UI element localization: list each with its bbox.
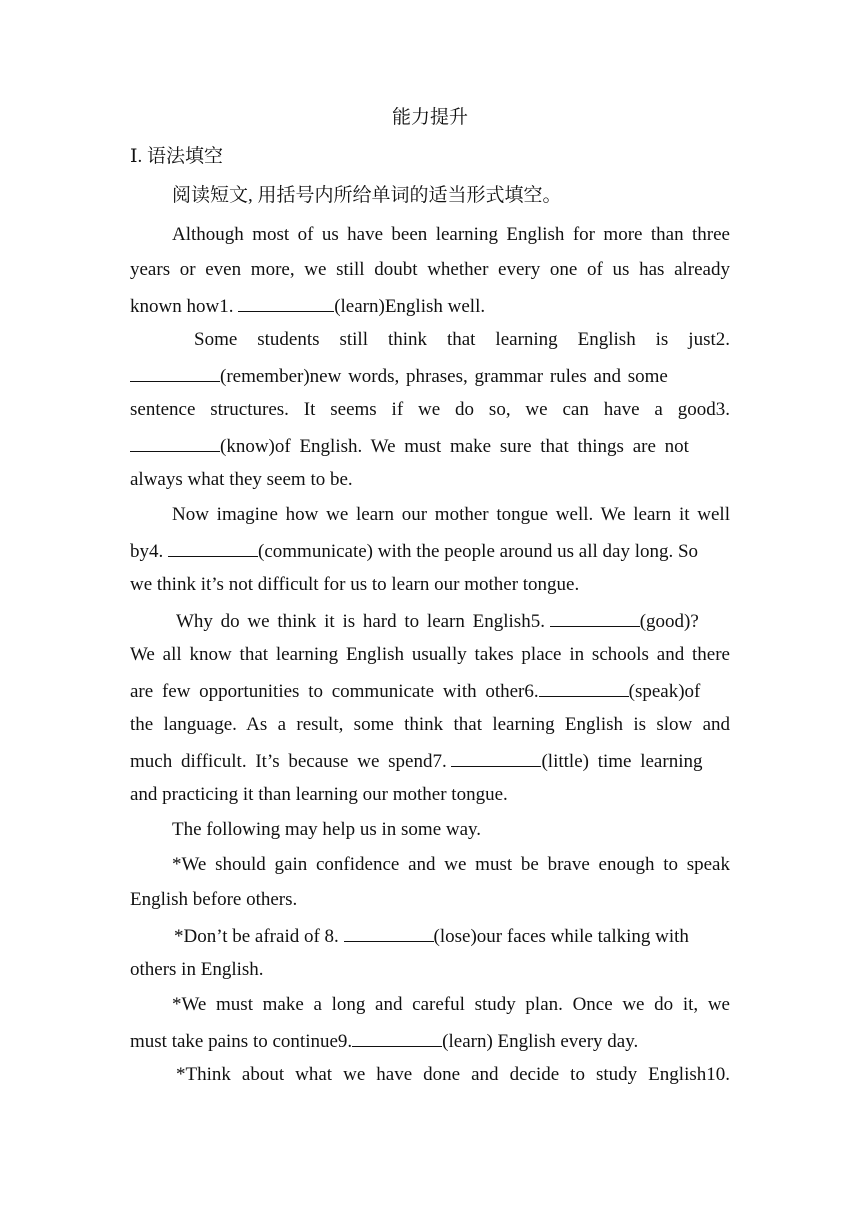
passage-line: much difficult. It’s because we spend7. (little) time learning (130, 742, 730, 777)
passage-line: *We must make a long and careful study plan. Once we do it, we (172, 994, 730, 1015)
passage-line: Now imagine how we learn our mother tongue well. We learn it well (172, 504, 730, 525)
passage-line: Some students still think that learning English is just2. (194, 329, 730, 350)
passage-line: years or even more, we still doubt whether every one of us has already (130, 259, 730, 280)
passage-line: We all know that learning English usually takes place in schools and there (130, 644, 730, 665)
passage-line: (know)of English. We must make sure that things are not (130, 427, 730, 462)
answer-blank-7[interactable] (451, 742, 541, 767)
answer-blank-5[interactable] (550, 602, 640, 627)
passage-line: *Think about what we have done and decide to study English10. (176, 1064, 730, 1085)
instruction-text: 阅读短文, 用括号内所给单词的适当形式填空。 (172, 185, 562, 206)
page-title: 能力提升 (391, 107, 468, 128)
answer-blank-4[interactable] (168, 532, 258, 557)
passage-line: we think it’s not difficult for us to learn our mother tongue. (130, 574, 580, 595)
section-heading: Ⅰ. 语法填空 (130, 146, 224, 167)
passage-line: known how1. (learn)English well. (130, 287, 730, 322)
answer-blank-6[interactable] (539, 672, 629, 697)
passage-line: others in English. (130, 959, 264, 980)
passage-line: (remember)new words, phrases, grammar rules and some (130, 357, 730, 392)
passage-line: must take pains to continue9. (learn) English every day. (130, 1022, 730, 1057)
passage-line: the language. As a result, some think that learning English is slow and (130, 714, 730, 735)
passage-line: English before others. (130, 889, 298, 910)
passage-line: Although most of us have been learning English for more than three (172, 224, 730, 245)
passage-line: *Don’t be afraid of 8. (lose)our faces while talking with (174, 917, 730, 952)
answer-blank-8[interactable] (344, 917, 434, 942)
passage-line: *We should gain confidence and we must be brave enough to speak (172, 854, 730, 875)
passage-line: always what they seem to be. (130, 469, 353, 490)
answer-blank-2[interactable] (130, 357, 220, 382)
answer-blank-9[interactable] (352, 1022, 442, 1047)
passage-line: sentence structures. It seems if we do so, we can have a good3. (130, 399, 730, 420)
passage-line: by4. (communicate) with the people around us all day long. So (130, 532, 730, 567)
passage-line: The following may help us in some way. (172, 819, 482, 840)
passage-line: Why do we think it is hard to learn English5. (good)? (176, 602, 730, 637)
passage-line: are few opportunities to communicate with other6. (speak)of (130, 672, 730, 707)
answer-blank-1[interactable] (238, 287, 334, 312)
passage-line: and practicing it than learning our mother tongue. (130, 784, 508, 805)
answer-blank-3[interactable] (130, 427, 220, 452)
